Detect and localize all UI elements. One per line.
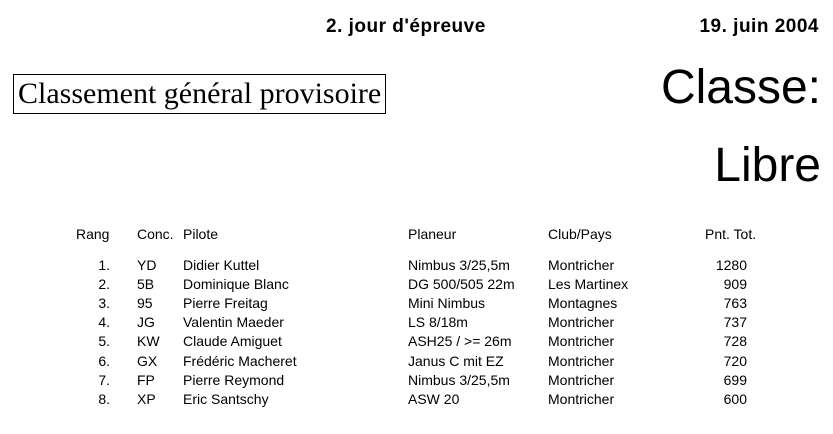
competition-date: 19. juin 2004 [699,16,819,37]
competition-number-cell: KW [137,333,160,350]
glider-cell: ASH25 / >= 26m [408,333,512,350]
pilot-cell: Claude Amiguet [183,333,282,350]
competition-day: 2. jour d'épreuve [326,16,486,37]
competition-number-cell: XP [137,390,156,407]
glider-cell: ASW 20 [408,390,460,407]
page-title: Classement général provisoire [13,74,386,114]
club-cell: Montagnes [548,295,618,312]
pilot-cell: Frédéric Macheret [183,352,297,369]
points-cell: 600 [723,390,747,407]
rank-cell: 7. [98,371,110,388]
points-cell: 720 [723,352,747,369]
glider-cell: Janus C mit EZ [408,352,504,369]
glider-cell: Mini Nimbus [408,295,486,312]
rank-cell: 4. [98,314,110,331]
competition-number-cell: JG [137,314,155,331]
column-header-planeur: Planeur [408,226,457,242]
club-cell: Montricher [548,314,615,331]
competition-number-cell: 5B [137,276,155,293]
club-cell: Montricher [548,390,615,407]
club-cell: Montricher [548,352,615,369]
column-header-conc: Conc. [137,226,174,242]
column-header-rang: Rang [76,226,110,242]
pilot-cell: Valentin Maeder [183,314,284,331]
glider-cell: LS 8/18m [408,314,468,331]
pilot-cell: Dominique Blanc [183,276,289,293]
glider-cell: DG 500/505 22m [408,276,515,293]
club-cell: Les Martinex [548,276,629,293]
glider-cell: Nimbus 3/25,5m [408,257,510,273]
points-cell: 1280 [715,257,747,273]
rank-cell: 1. [98,257,110,273]
club-cell: Montricher [548,257,615,273]
pilot-cell: Pierre Freitag [183,295,268,312]
column-header-club: Club/Pays [548,226,612,242]
points-cell: 763 [723,295,747,312]
club-cell: Montricher [548,333,615,350]
class-label: Classe: [660,61,821,114]
rank-cell: 8. [98,390,110,407]
points-cell: 909 [723,276,747,293]
points-cell: 699 [723,371,747,388]
points-cell: 737 [723,314,747,331]
column-header-points: Pnt. Tot. [705,226,757,242]
competition-number-cell: 95 [137,295,153,312]
competition-number-cell: FP [137,371,155,388]
glider-cell: Nimbus 3/25,5m [408,371,510,388]
rank-cell: 6. [98,352,110,369]
rank-cell: 2. [98,276,110,293]
pilot-cell: Didier Kuttel [183,257,260,273]
rank-cell: 3. [98,295,110,312]
competition-number-cell: YD [137,257,157,273]
competition-number-cell: GX [137,352,158,369]
column-header-pilote: Pilote [183,226,219,242]
pilot-cell: Pierre Reymond [183,371,285,388]
class-value: Libre [714,139,821,192]
pilot-cell: Eric Santschy [183,390,269,407]
club-cell: Montricher [548,371,615,388]
rank-cell: 5. [98,333,110,350]
points-cell: 728 [723,333,747,350]
